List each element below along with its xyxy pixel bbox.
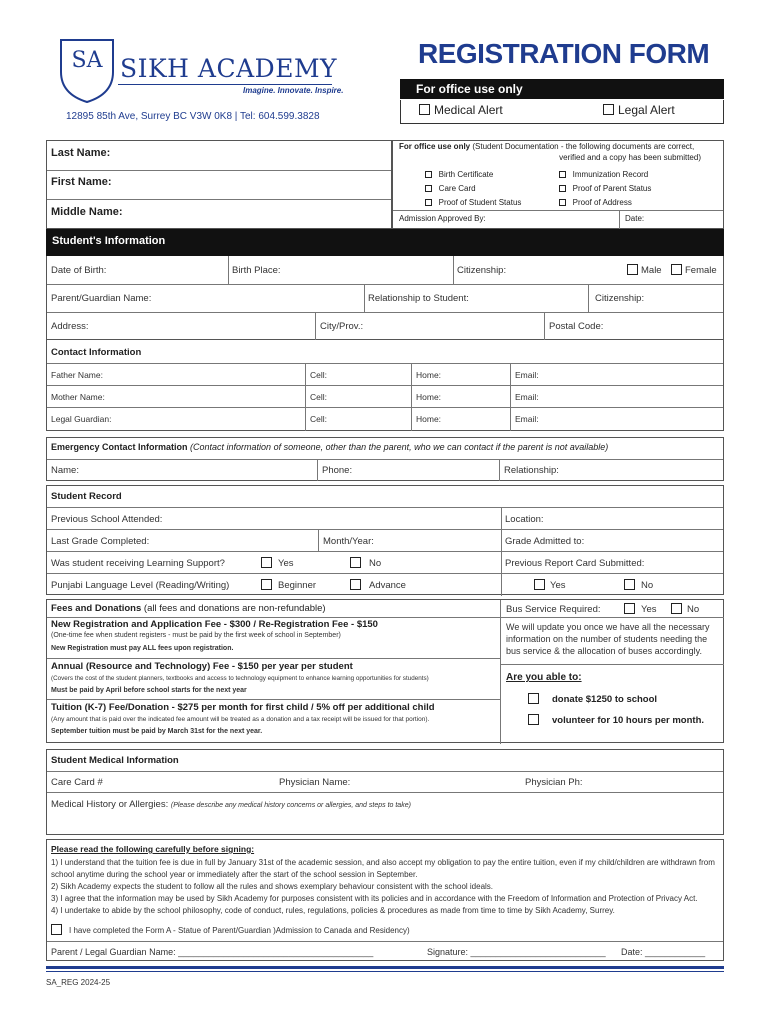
doc-label: Birth Certificate (438, 170, 494, 179)
logo-letters: SA (71, 48, 103, 73)
student-info-table (46, 256, 724, 340)
fees-title: Fees and Donations (51, 603, 142, 614)
divider (364, 284, 365, 312)
terms-item: 1) I understand that the tuition fee is due in full by January 31st of the academic session, and also accept my obligation to pay the entire tuition, even if my child/children are withdrawn from school anytime during the school year or immediately after the start of the school session in September. (51, 858, 715, 879)
bus-no-label: No (687, 604, 700, 615)
divider (500, 600, 501, 744)
divider (47, 658, 500, 659)
guardian-name-contact-field[interactable]: Legal Guardian: (51, 414, 112, 424)
physician-name-field[interactable]: Physician Name: (279, 777, 351, 788)
medical-alert-label: Medical Alert (434, 103, 503, 117)
divider (500, 617, 724, 618)
birth-place-field[interactable]: Birth Place: (232, 265, 281, 276)
tuition-fee-bold: September tuition must be paid by March 31st for the next year. (51, 728, 263, 735)
divider (47, 407, 723, 408)
mother-home-field[interactable]: Home: (416, 392, 442, 402)
contact-info-table (46, 340, 724, 431)
medical-history-note: (Please describe any medical history concerns or allergies, and steps to take) (170, 802, 411, 809)
learning-support-label: Was student receiving Learning Support? (51, 558, 225, 569)
office-date-label[interactable]: Date: (625, 214, 645, 223)
father-home-field[interactable]: Home: (416, 370, 442, 380)
footer-rule-bottom (46, 971, 724, 972)
guardian-signature-name-field[interactable]: Parent / Legal Guardian Name: _______________________________________ (51, 947, 374, 957)
month-year-field[interactable]: Month/Year: (323, 536, 374, 547)
last-grade-field[interactable]: Last Grade Completed: (51, 536, 150, 547)
bus-note: We will update you once we have all the necessary information on the number of students needing the bus service & the allocation of buses accordingly. (506, 622, 710, 656)
learning-support-yes-label: Yes (278, 558, 294, 569)
divider (305, 363, 306, 431)
divider (47, 199, 391, 200)
divider (47, 363, 723, 364)
first-name-label[interactable]: First Name: (51, 176, 112, 188)
record-title: Student Record (51, 491, 122, 502)
last-name-label[interactable]: Last Name: (51, 147, 111, 159)
divider (47, 771, 723, 772)
divider (47, 385, 723, 386)
doc-checkbox[interactable] (559, 185, 566, 192)
logo (57, 36, 117, 104)
learning-support-no-label: No (369, 558, 382, 569)
office-panel-title-rest: (Student Documentation - the following documents are correct, (470, 142, 695, 151)
doc-checkbox[interactable] (425, 171, 432, 178)
bus-yes-checkbox[interactable] (624, 603, 635, 614)
docs-left (425, 168, 521, 210)
divider (47, 551, 723, 552)
divider (317, 459, 318, 481)
office-use-label: For office use only (416, 82, 523, 96)
fees-table (46, 599, 724, 743)
divider (500, 664, 724, 665)
student-name-box (46, 140, 392, 229)
doc-label: Care Card (438, 184, 476, 193)
signature-field[interactable]: Signature: ___________________________ (427, 947, 606, 957)
tuition-fee-note: (Any amount that is paid over the indicated fee amount will be treated as a donation and a tax receipt will be issued for that portion). (51, 716, 430, 723)
school-name: SIKH ACADEMY (120, 54, 338, 83)
volunteer-label: volunteer for 10 hours per month. (552, 715, 705, 726)
report-card-no-checkbox[interactable] (624, 579, 635, 590)
tuition-fee-title: Tuition (K-7) Fee/Donation - $275 per month for first child / 5% off per additional child (51, 702, 435, 713)
report-card-label: Previous Report Card Submitted: (505, 558, 645, 569)
terms-item: 2) Sikh Academy expects the student to follow all the rules and shows exemplary behaviour consistent with the school ideals. (51, 882, 494, 891)
able-to-title: Are you able to: (506, 672, 582, 683)
legal-alert-checkbox[interactable] (603, 104, 614, 115)
divider (501, 507, 502, 596)
fees-title-note: (all fees and donations are non-refundable) (141, 603, 326, 614)
divider (47, 507, 723, 508)
dob-field[interactable]: Date of Birth: (51, 265, 107, 276)
learning-support-no-checkbox[interactable] (350, 557, 361, 568)
learning-support-yes-checkbox[interactable] (261, 557, 272, 568)
doc-item[interactable] (559, 196, 651, 210)
signature-date-field[interactable]: Date: ____________ (621, 947, 706, 957)
divider (619, 210, 620, 229)
donate-checkbox[interactable] (528, 693, 539, 704)
location-field[interactable]: Location: (505, 514, 544, 525)
punjabi-beginner-checkbox[interactable] (261, 579, 272, 590)
doc-label: Immunization Record (572, 170, 649, 179)
citizenship-field[interactable]: Citizenship: (457, 265, 507, 276)
office-documents-panel (392, 140, 724, 229)
student-record-table (46, 485, 724, 595)
divider (318, 529, 319, 551)
report-card-no-label: No (641, 580, 654, 591)
middle-name-label[interactable]: Middle Name: (51, 206, 123, 218)
student-info-header (46, 229, 724, 256)
male-label: Male (641, 265, 662, 276)
punjabi-advance-checkbox[interactable] (350, 579, 361, 590)
bus-service-label: Bus Service Required: (506, 604, 601, 615)
donate-label: donate $1250 to school (552, 694, 658, 705)
footer-rule-top (46, 966, 724, 969)
divider (544, 312, 545, 340)
registration-fee-bold: New Registration must pay ALL fees upon registration. (51, 645, 234, 652)
fees-title-line (51, 603, 326, 614)
form-title: REGISTRATION FORM (418, 38, 710, 69)
annual-fee-title: Annual (Resource and Technology) Fee - $150 per year per student (51, 661, 353, 672)
student-info-title: Student's Information (52, 235, 166, 247)
care-card-field[interactable]: Care Card # (51, 777, 103, 788)
terms-item: 3) I agree that the information may be used by Sikh Academy for purposes consistent with its policies and in accordance with the Freedom of Information and Protection of Privacy Act. (51, 894, 698, 903)
divider (510, 363, 511, 431)
divider (47, 699, 500, 700)
relationship-field[interactable]: Relationship to Student: (368, 293, 469, 304)
divider (228, 256, 229, 284)
report-card-yes-checkbox[interactable] (534, 579, 545, 590)
terms-title: Please read the following carefully before signing: (51, 844, 255, 854)
form-a-checkbox[interactable] (51, 924, 62, 935)
doc-checkbox[interactable] (559, 171, 566, 178)
annual-fee-note: (Covers the cost of the student planners, textbooks and access to technology equipment to enhance learning opportunities for students) (51, 675, 429, 682)
divider (47, 617, 500, 618)
terms-item: 4) I undertake to abide by the school philosophy, code of conduct, rules, regulations, policies & procedures as made from time to time by Sikh Academy, Surrey. (51, 906, 615, 915)
report-card-yes-label: Yes (550, 580, 566, 591)
mother-name-field[interactable]: Mother Name: (51, 392, 105, 402)
medical-title: Student Medical Information (51, 755, 179, 766)
form-a-label: I have completed the Form A - Statue of Parent/Guardian )Admission to Canada and Residency) (69, 926, 410, 935)
father-cell-field[interactable]: Cell: (310, 370, 328, 380)
emergency-phone-field[interactable]: Phone: (322, 465, 353, 476)
terms-agreement-box (46, 839, 724, 961)
admission-approved-label[interactable]: Admission Approved By: (399, 214, 486, 223)
bus-yes-label: Yes (641, 604, 657, 615)
postal-code-field[interactable]: Postal Code: (549, 321, 604, 332)
emergency-name-field[interactable]: Name: (51, 465, 79, 476)
docs-right (559, 168, 651, 210)
bus-no-checkbox[interactable] (671, 603, 682, 614)
contact-title: Contact Information (51, 347, 142, 358)
medical-info-table (46, 749, 724, 835)
physician-phone-field[interactable]: Physician Ph: (525, 777, 583, 788)
divider (47, 941, 723, 942)
guardian-email-field[interactable]: Email: (515, 414, 539, 424)
mother-cell-field[interactable]: Cell: (310, 392, 328, 402)
divider (453, 256, 454, 284)
divider (47, 170, 391, 171)
doc-label: Proof of Parent Status (572, 184, 652, 193)
legal-alert-label: Legal Alert (618, 103, 675, 117)
medical-history-field[interactable] (51, 799, 411, 810)
tagline: Imagine. Innovate. Inspire. (243, 86, 344, 95)
office-panel-title (399, 142, 694, 151)
emergency-title: Emergency Contact Information (51, 442, 188, 452)
registration-fee-title: New Registration and Application Fee - $300 / Re-Registration Fee - $150 (51, 619, 378, 630)
medical-alert-checkbox[interactable] (419, 104, 430, 115)
school-address: 12895 85th Ave, Surrey BC V3W 0K8 | Tel: 604.599.3828 (66, 111, 320, 122)
divider (47, 792, 723, 793)
divider (47, 284, 723, 285)
form-code: SA_REG 2024-25 (46, 978, 111, 987)
emergency-title-line (51, 442, 608, 452)
previous-school-field[interactable]: Previous School Attended: (51, 514, 163, 525)
logo-divider (118, 84, 332, 85)
doc-item[interactable] (559, 182, 651, 196)
divider (499, 459, 500, 481)
guardian-citizenship-field[interactable]: Citizenship: (595, 293, 645, 304)
alert-row (400, 100, 724, 124)
grade-admitted-field[interactable]: Grade Admitted to: (505, 536, 585, 547)
female-checkbox[interactable] (671, 264, 682, 275)
emergency-relationship-field[interactable]: Relationship: (504, 465, 559, 476)
punjabi-advance-label: Advance (369, 580, 406, 591)
doc-checkbox[interactable] (559, 199, 566, 206)
divider (393, 210, 723, 211)
annual-fee-bold: Must be paid by April before school starts for the next year (51, 687, 247, 694)
guardian-home-field[interactable]: Home: (416, 414, 442, 424)
doc-label: Proof of Student Status (438, 198, 522, 207)
doc-checkbox[interactable] (425, 199, 432, 206)
doc-label: Proof of Address (572, 198, 632, 207)
punjabi-level-label: Punjabi Language Level (Reading/Writing) (51, 580, 230, 591)
office-panel-title-line2: verified and a copy has been submitted) (559, 153, 701, 162)
medical-history-label: Medical History or Allergies: (51, 799, 169, 810)
divider (47, 312, 723, 313)
mother-email-field[interactable]: Email: (515, 392, 539, 402)
doc-item[interactable] (425, 168, 521, 182)
office-use-bar (400, 79, 724, 99)
female-label: Female (685, 265, 717, 276)
city-field[interactable]: City/Prov.: (320, 321, 364, 332)
guardian-name-field[interactable]: Parent/Guardian Name: (51, 293, 152, 304)
divider (47, 459, 723, 460)
doc-item[interactable] (559, 168, 651, 182)
father-email-field[interactable]: Email: (515, 370, 539, 380)
emergency-contact-table (46, 437, 724, 481)
terms-list (51, 857, 721, 917)
divider (47, 573, 723, 574)
volunteer-checkbox[interactable] (528, 714, 539, 725)
office-panel-title-bold: For office use only (399, 142, 471, 151)
male-checkbox[interactable] (627, 264, 638, 275)
divider (315, 312, 316, 340)
address-field[interactable]: Address: (51, 321, 89, 332)
guardian-cell-field[interactable]: Cell: (310, 414, 328, 424)
punjabi-beginner-label: Beginner (278, 580, 317, 591)
emergency-note: (Contact information of someone, other than the parent, who we can contact if the parent is not available) (187, 442, 609, 452)
divider (411, 363, 412, 431)
divider (588, 284, 589, 312)
divider (47, 529, 723, 530)
doc-checkbox[interactable] (425, 185, 432, 192)
registration-fee-note: (One-time fee when student registers - must be paid by the first week of school in September) (51, 632, 341, 639)
doc-item[interactable] (425, 196, 521, 210)
doc-item[interactable] (425, 182, 521, 196)
father-name-field[interactable]: Father Name: (51, 370, 103, 380)
